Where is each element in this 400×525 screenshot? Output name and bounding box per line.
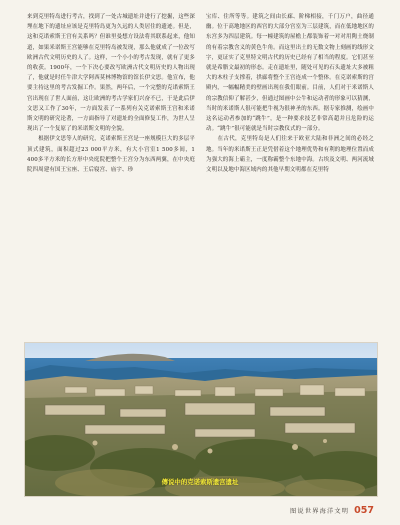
- series-title: 图说世界海洋文明: [290, 508, 350, 515]
- knossos-photo: [24, 342, 378, 497]
- photo-caption: 傳说中的克诺索斯遗宫遗址: [161, 478, 239, 486]
- article-column-right: 宝库、住所等等。建筑之间由长廊、阶梯相接，千门万户，曲径通幽。位于高地地区的西宫的大部分宫室为三层建筑，而在低地地区的东宫多为四层建筑。每一幢建筑的屋檐上都装饰着一对对用陶土烧制的有着宗教含义的黄色牛角。而这里出土的无数文物上刻画的线形文字，更证实了克里特文明古代的历史已经有了相当的程度。它们甚至就是希腊文最初的形态。走在遗址里，随处可见的石头遗址大多被粗大的木柱子支撑着，拱廊将整个王宫连成一个整体。在克诺索斯的宫殿内，一幅幅精美的壁画出现在我们眼前。目前，人们对于米诺斯人的宗教信仰了解甚少，但通过图画中公牛和运动者的形象可以猜测，当时的米诺斯人很可能把牛视为很神圣的东西。据专家推测，绘画中这名运动者参加的“跳牛”，是一种要求技艺非常高超并且危险的运动。“跳牛”很可能就是当时宗教仪式的一部分。 在古代，克里特岛是人们往来于欧亚大陆和非洲之间的必经之地。当年的米诺斯王正是凭借着这个地理优势和有利的地理位置而成为强大的海上霸主，一度称霸整个东地中海。古埃及文明、两河流域文明以及地中海区域内的其他早期文明都在克里特: [206, 14, 374, 174]
- article-column-left: 来到克里特岛进行考古，找到了一处古城遗址并进行了挖掘，这些深埋在地下的遗址应该是克里特岛更为久远的人类居住的遗迹。但是，这和克诺索斯王宫有关系吗？但谁里曼想方设法将其联系起来，他知道，如果米诺斯王宫能够在克里特岛被发现，那么他就成了一位改写欧洲古代文明历史的人了。这样，一个小小的考古发现，就有了更多的收获。1900年，一个下决心要改写欧洲古代文明历史的人物出现了，他就是时任牛津大学阿西莫林博物馆的馆长伊文思。他宣布，他要主持这里的考古发掘工作。果然，两年后，一个完整的克诺索斯王宫出现在了世人面前，这让欧洲的考古学家们兴奋不已，于是此后伊文思又工作了30年，一方面发表了一系列有关克诺索斯王宫和米诺斯文明的研究论著，一方面指导了对遗址的全面修复工作，为世人呈现出了一个复原了的米诺斯文明的全貌。 根据伊文思等人的研究，克诺索斯王宫是一座规模巨大的多层平顶式建筑，面积超过23 000平方米，有大小宫室1 500多间，1 400多平方米的长方形中央庭院把整个王宫分为东西两翼，在中央庭院四周建有国王宝座、王后寝宫、庙宇、珍: [27, 14, 195, 174]
- page-number: 057: [354, 505, 374, 516]
- page-footer: [290, 505, 374, 516]
